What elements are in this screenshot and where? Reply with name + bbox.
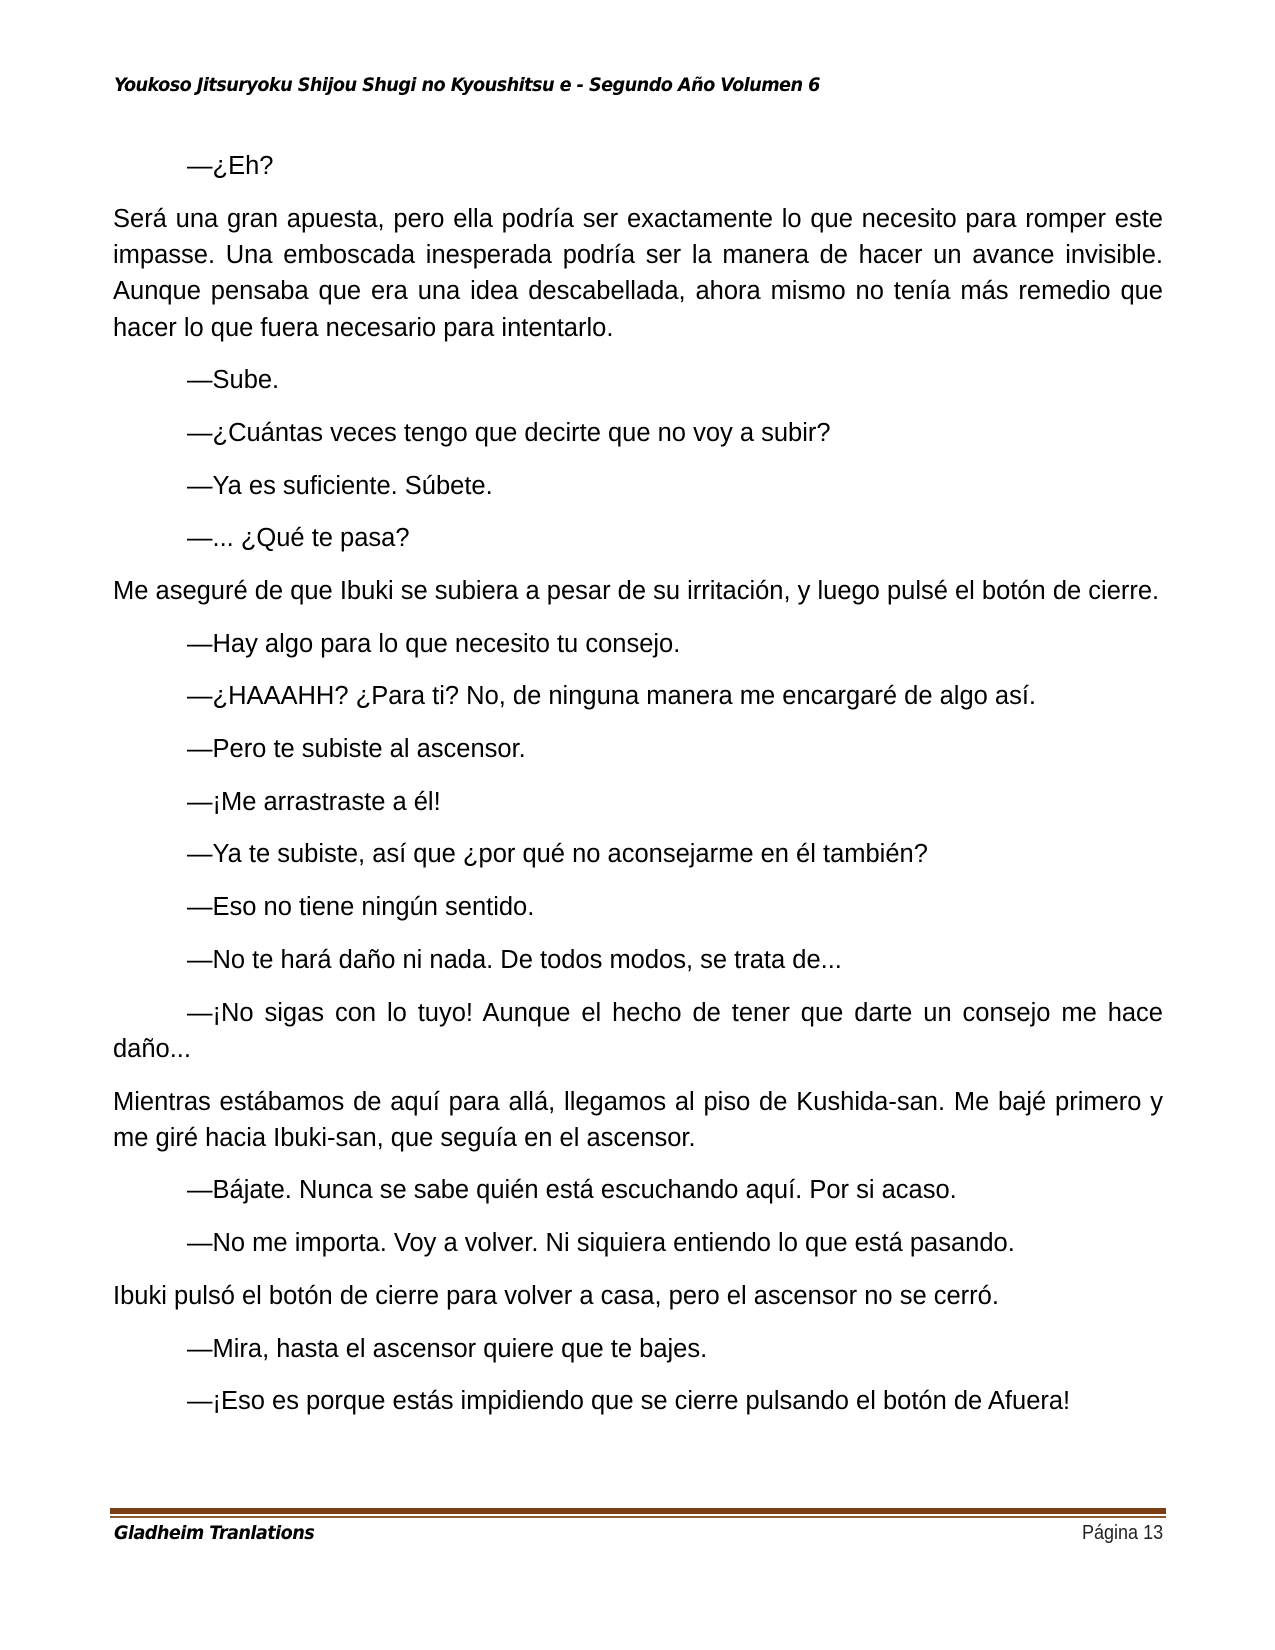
dialogue-line: —¡No sigas con lo tuyo! Aunque el hecho de tener que darte un consejo me hace daño...: [113, 998, 1163, 1063]
dialogue-line: —¡Me arrastraste a él!: [187, 787, 441, 816]
dialogue-line: —Eso no tiene ningún sentido.: [187, 893, 535, 922]
narration-paragraph: Mientras estábamos de aquí para allá, llegamos al piso de Kushida-san. Me bajé primero y me giré hacia Ibuki-san, que seguía en el ascensor.: [113, 1087, 1163, 1152]
dialogue-line: —Hay algo para lo que necesito tu consejo.: [187, 629, 681, 658]
dialogue-line: —¡Eso es porque estás impidiendo que se cierre pulsando el botón de Afuera!: [187, 1387, 1071, 1416]
dialogue-line: —¿Eh?: [187, 152, 274, 180]
dialogue-line: —Ya es suficiente. Súbete.: [187, 471, 493, 500]
dialogue-line: —Sube.: [187, 366, 280, 395]
page-body: [113, 148, 1163, 1436]
narration-paragraph: Ibuki pulsó el botón de cierre para volver a casa, pero el ascensor no se cerró.: [113, 1281, 999, 1310]
narration-paragraph: Me aseguré de que Ibuki se subiera a pesar de su irritación, y luego pulsé el botón de cierre.: [113, 577, 1160, 606]
dialogue-line: —No te hará daño ni nada. De todos modos, se trata de...: [187, 945, 842, 974]
narration-paragraph: Será una gran apuesta, pero ella podría ser exactamente lo que necesito para romper este impasse. Una emboscada inesperada podría ser la manera de hacer un avance invisible. Aunque pensaba que era una idea descabellada, ahora mismo no tenía más remedio que hacer lo que fuera necesario para intentarlo.: [113, 204, 1163, 342]
dialogue-line: —Bájate. Nunca se sabe quién está escuchando aquí. Por si acaso.: [187, 1176, 957, 1205]
dialogue-line: —... ¿Qué te pasa?: [187, 524, 410, 553]
page-label: Página: [1081, 1522, 1138, 1544]
dialogue-line: —Ya te subiste, así que ¿por qué no aconsejarme en él también?: [187, 840, 928, 869]
page-number: [1082, 1522, 1163, 1545]
footer-rule-thin: [110, 1516, 1166, 1518]
dialogue-line: —Mira, hasta el ascensor quiere que te bajes.: [187, 1334, 708, 1363]
footer-publisher: Gladheim Tranlations: [114, 1522, 315, 1544]
running-header: Youkoso Jitsuryoku Shijou Shugi no Kyoushitsu e - Segundo Año Volumen 6: [114, 74, 820, 96]
footer-rule-thick: [110, 1508, 1166, 1514]
dialogue-line: —Pero te subiste al ascensor.: [187, 735, 526, 764]
dialogue-line: —¿Cuántas veces tengo que decirte que no voy a subir?: [187, 418, 831, 447]
dialogue-line: —No me importa. Voy a volver. Ni siquiera entiendo lo que está pasando.: [187, 1229, 1015, 1258]
page-number-value: 13: [1142, 1522, 1163, 1544]
dialogue-line: —¿HAAAHH? ¿Para ti? No, de ninguna manera me encargaré de algo así.: [187, 682, 1037, 711]
